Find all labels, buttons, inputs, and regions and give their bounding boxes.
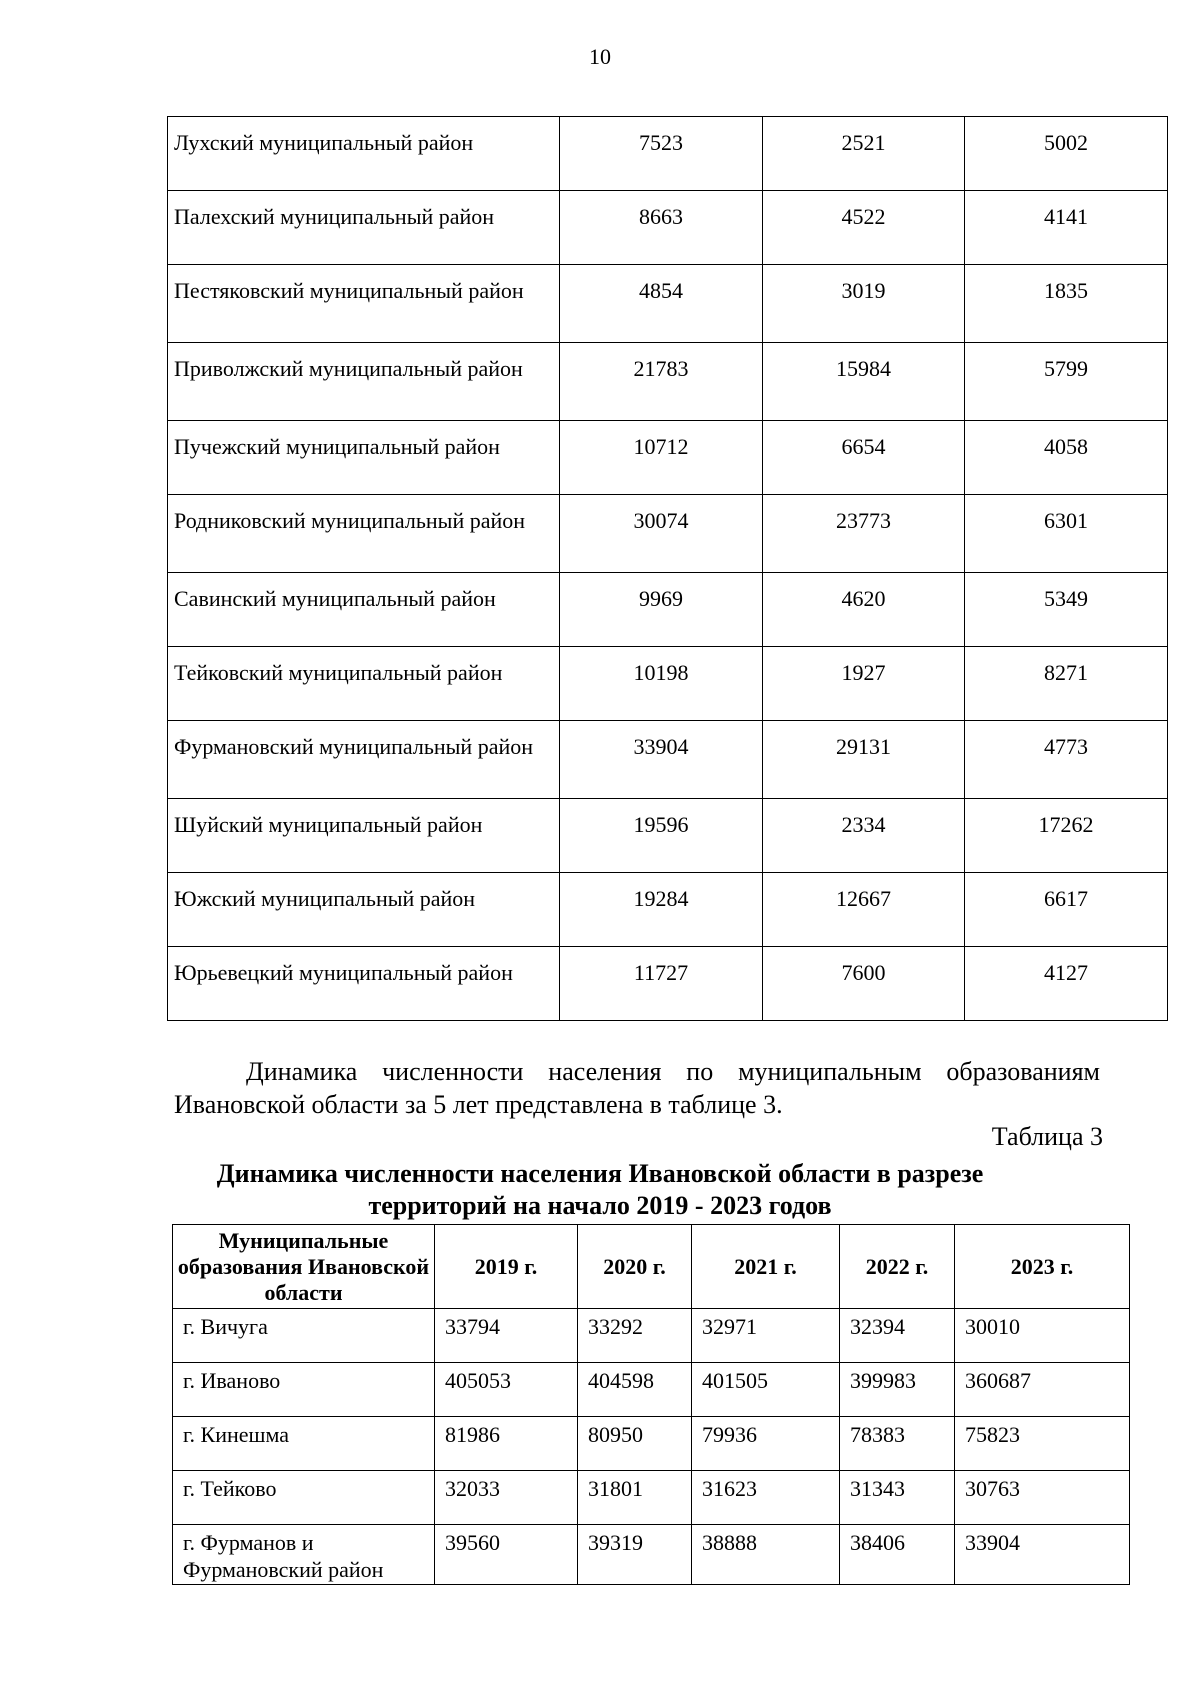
district-value-3: 8271	[965, 647, 1168, 721]
district-value-2: 4522	[763, 191, 965, 265]
table-row	[168, 799, 1168, 873]
column-header-2023: 2023 г.	[955, 1225, 1130, 1309]
district-value-1: 4854	[560, 265, 763, 343]
district-value-3: 6301	[965, 495, 1168, 573]
district-value-2: 12667	[763, 873, 965, 947]
district-value-2: 15984	[763, 343, 965, 421]
district-value-3: 5799	[965, 343, 1168, 421]
table-row	[173, 1417, 1130, 1471]
table-label: Таблица 3	[991, 1122, 1103, 1151]
district-name: Юрьевецкий муниципальный район	[168, 947, 560, 1021]
district-value-2: 23773	[763, 495, 965, 573]
value-2020: 31801	[578, 1471, 692, 1525]
value-2021: 401505	[692, 1363, 840, 1417]
district-name: Южский муниципальный район	[168, 873, 560, 947]
value-2021: 79936	[692, 1417, 840, 1471]
table-title: Динамика численности населения Ивановской области в разрезе территорий на начало 2019 - 2023 годов	[216, 1159, 984, 1220]
table-row	[168, 495, 1168, 573]
district-value-3: 4141	[965, 191, 1168, 265]
municipality-name: г. Кинешма	[173, 1417, 435, 1471]
district-value-3: 4127	[965, 947, 1168, 1021]
district-value-1: 10712	[560, 421, 763, 495]
table-row	[168, 421, 1168, 495]
value-2022: 32394	[840, 1309, 955, 1363]
table-row	[168, 873, 1168, 947]
municipality-name: г. Иваново	[173, 1363, 435, 1417]
value-2019: 81986	[435, 1417, 578, 1471]
district-value-2: 1927	[763, 647, 965, 721]
district-name: Тейковский муниципальный район	[168, 647, 560, 721]
district-value-3: 4058	[965, 421, 1168, 495]
district-value-1: 19596	[560, 799, 763, 873]
value-2019: 405053	[435, 1363, 578, 1417]
column-header-2019: 2019 г.	[435, 1225, 578, 1309]
district-value-1: 21783	[560, 343, 763, 421]
value-2020: 39319	[578, 1525, 692, 1585]
value-2022: 31343	[840, 1471, 955, 1525]
column-header-2022: 2022 г.	[840, 1225, 955, 1309]
table-row	[168, 721, 1168, 799]
district-value-3: 17262	[965, 799, 1168, 873]
municipality-name: г. Тейково	[173, 1471, 435, 1525]
value-2023: 30010	[955, 1309, 1130, 1363]
district-name: Фурмановский муниципальный район	[168, 721, 560, 799]
value-2022: 78383	[840, 1417, 955, 1471]
table-row	[173, 1525, 1130, 1585]
value-2022: 38406	[840, 1525, 955, 1585]
value-2019: 32033	[435, 1471, 578, 1525]
table-row	[168, 573, 1168, 647]
value-2023: 33904	[955, 1525, 1130, 1585]
district-value-1: 9969	[560, 573, 763, 647]
table-row	[168, 265, 1168, 343]
district-value-2: 4620	[763, 573, 965, 647]
districts-table	[167, 116, 1168, 1021]
value-2019: 33794	[435, 1309, 578, 1363]
district-value-1: 19284	[560, 873, 763, 947]
table-row	[168, 947, 1168, 1021]
district-value-1: 30074	[560, 495, 763, 573]
table-row	[168, 647, 1168, 721]
district-name: Шуйский муниципальный район	[168, 799, 560, 873]
table-row	[168, 343, 1168, 421]
value-2020: 80950	[578, 1417, 692, 1471]
table-row	[173, 1363, 1130, 1417]
district-value-2: 29131	[763, 721, 965, 799]
value-2023: 360687	[955, 1363, 1130, 1417]
column-header-municipality: Муниципальные образования Ивановской области	[173, 1225, 435, 1309]
district-value-1: 8663	[560, 191, 763, 265]
value-2022: 399983	[840, 1363, 955, 1417]
table-row	[173, 1309, 1130, 1363]
district-value-2: 2521	[763, 117, 965, 191]
district-name: Родниковский муниципальный район	[168, 495, 560, 573]
population-dynamics-table	[172, 1224, 1130, 1585]
table-row	[168, 191, 1168, 265]
page-number: 10	[589, 44, 611, 69]
municipality-name: г. Вичуга	[173, 1309, 435, 1363]
value-2021: 32971	[692, 1309, 840, 1363]
district-name: Пестяковский муниципальный район	[168, 265, 560, 343]
value-2021: 38888	[692, 1525, 840, 1585]
table-header-row	[173, 1225, 1130, 1309]
table-row	[168, 117, 1168, 191]
column-header-2020: 2020 г.	[578, 1225, 692, 1309]
district-value-1: 10198	[560, 647, 763, 721]
district-value-1: 33904	[560, 721, 763, 799]
district-value-3: 6617	[965, 873, 1168, 947]
district-value-2: 3019	[763, 265, 965, 343]
value-2019: 39560	[435, 1525, 578, 1585]
district-value-3: 1835	[965, 265, 1168, 343]
district-name: Палехский муниципальный район	[168, 191, 560, 265]
district-value-3: 4773	[965, 721, 1168, 799]
district-value-1: 11727	[560, 947, 763, 1021]
district-name: Приволжский муниципальный район	[168, 343, 560, 421]
municipality-name: г. Фурманов и Фурмановский район	[173, 1525, 435, 1585]
district-value-3: 5349	[965, 573, 1168, 647]
district-value-2: 2334	[763, 799, 965, 873]
district-name: Пучежский муниципальный район	[168, 421, 560, 495]
table-row	[173, 1471, 1130, 1525]
district-name: Лухский муниципальный район	[168, 117, 560, 191]
district-value-2: 6654	[763, 421, 965, 495]
district-value-2: 7600	[763, 947, 965, 1021]
value-2020: 404598	[578, 1363, 692, 1417]
district-name: Савинский муниципальный район	[168, 573, 560, 647]
column-header-2021: 2021 г.	[692, 1225, 840, 1309]
value-2020: 33292	[578, 1309, 692, 1363]
district-value-3: 5002	[965, 117, 1168, 191]
district-value-1: 7523	[560, 117, 763, 191]
intro-paragraph: Динамика численности населения по муниципальным образованиям Ивановской области за 5 лет представлена в таблице 3.	[174, 1057, 1100, 1119]
value-2021: 31623	[692, 1471, 840, 1525]
value-2023: 75823	[955, 1417, 1130, 1471]
value-2023: 30763	[955, 1471, 1130, 1525]
